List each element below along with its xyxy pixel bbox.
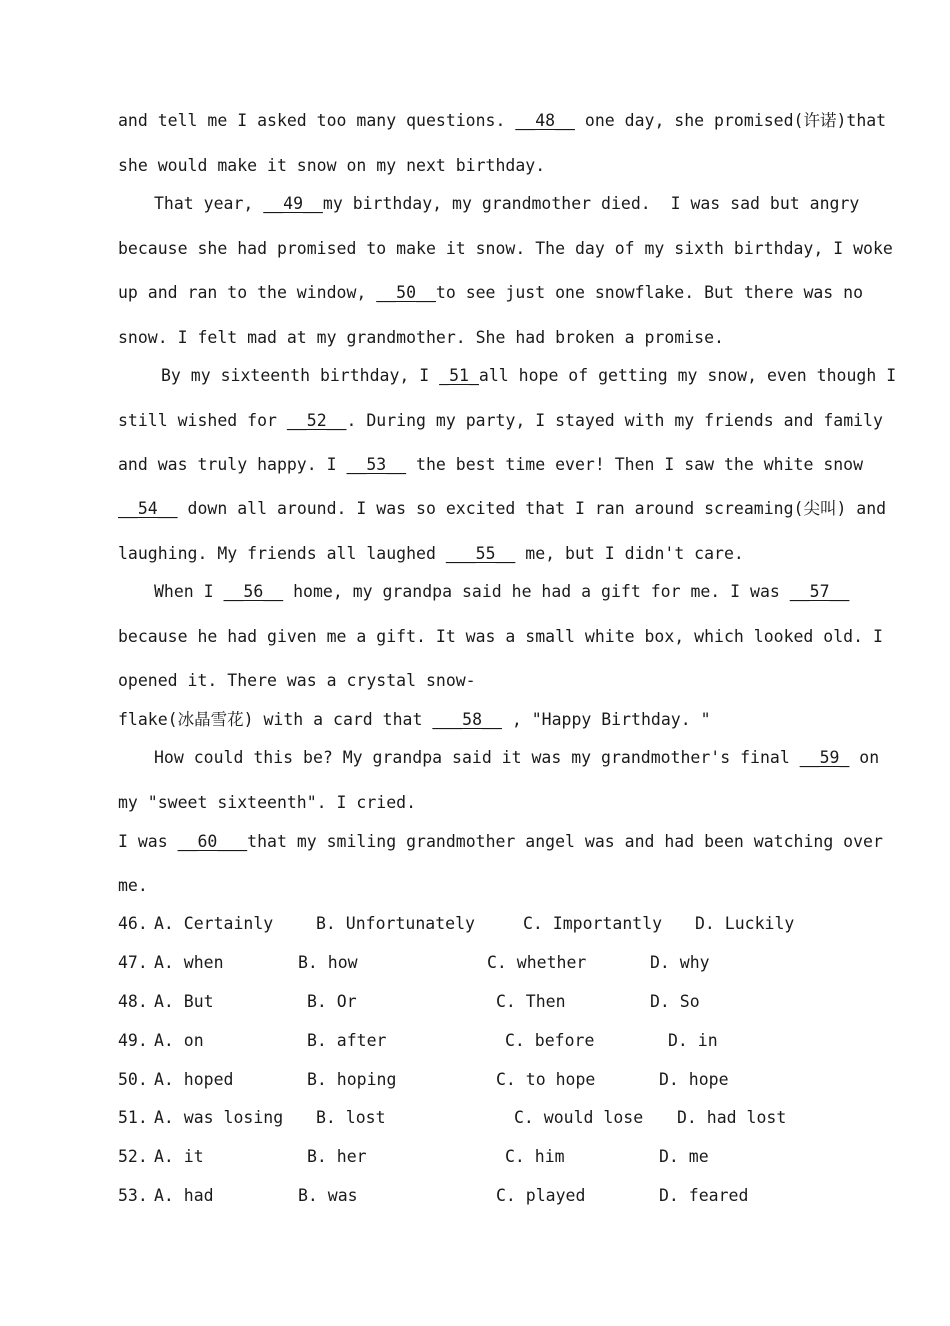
option-b: B. Or [307,992,357,1011]
option-b: B. hoping [307,1070,397,1089]
option-d: D. had lost [677,1108,787,1127]
blank-53: __53__ [346,455,407,474]
option-d: D. me [659,1147,709,1166]
passage-line: up and ran to the window, __50__to see just one snowflake. But there was no [118,283,864,302]
option-a: A. But [154,992,214,1011]
option-a: A. Certainly [154,914,274,933]
option-row-46 [118,914,795,934]
option-d: D. feared [659,1186,749,1205]
option-row-53 [118,1186,749,1206]
option-d: D. in [668,1031,718,1050]
option-c: C. Importantly [523,914,663,933]
option-c: C. him [505,1147,565,1166]
blank-51: _51_ [439,366,479,385]
passage-line: because he had given me a gift. It was a small white box, which looked old. I [118,627,883,646]
blank-48: __48__ [515,111,575,130]
blank-52: __52__ [286,411,347,430]
passage-line: opened it. There was a crystal snow- [118,671,476,690]
passage-line: and tell me I asked too many questions. __48__ one day, she promised(许诺)that [118,111,887,130]
option-row-51 [118,1108,787,1128]
passage-line: snow. I felt mad at my grandmother. She had broken a promise. [118,328,724,347]
question-number: 52. [118,1147,148,1166]
question-number: 50. [118,1070,148,1089]
option-row-47 [118,953,710,973]
blank-58: ___58__ [432,710,502,729]
option-c: C. to hope [496,1070,596,1089]
passage-line: flake(冰晶雪花) with a card that ___58__ , "Happy Birthday. " [118,710,711,729]
option-a: A. on [154,1031,204,1050]
passage-line: __54__ down all around. I was so excited that I ran around screaming(尖叫) and [118,499,887,518]
option-b: B. was [298,1186,358,1205]
passage-line: That year, __49__my birthday, my grandmother died. I was sad but angry [154,194,860,213]
option-c: C. whether [487,953,587,972]
passage-line: and was truly happy. I __53__ the best time ever! Then I saw the white snow [118,455,864,474]
option-row-52 [118,1147,709,1167]
option-b: B. her [307,1147,367,1166]
option-c: C. before [505,1031,595,1050]
option-a: A. hoped [154,1070,234,1089]
option-d: D. why [650,953,710,972]
passage-line: How could this be? My grandpa said it was my grandmother's final __59_ on [154,748,880,767]
question-number: 53. [118,1186,148,1205]
blank-54: __54__ [118,499,178,518]
option-c: C. Then [496,992,566,1011]
passage-line: I was __60___that my smiling grandmother angel was and had been watching over [118,832,883,851]
blank-60: __60___ [177,832,248,851]
option-c: C. would lose [514,1108,644,1127]
passage-line: she would make it snow on my next birthday. [118,156,546,175]
option-d: D. hope [659,1070,729,1089]
option-b: B. lost [316,1108,386,1127]
option-d: D. Luckily [695,914,795,933]
option-row-48 [118,992,700,1012]
blank-49: __49__ [263,194,323,213]
option-row-49 [118,1031,718,1051]
passage-line: my "sweet sixteenth". I cried. [118,793,417,812]
passage-line: still wished for __52__. During my party, I stayed with my friends and family [118,411,883,430]
option-a: A. when [154,953,224,972]
option-b: B. after [307,1031,387,1050]
passage-line: because she had promised to make it snow. The day of my sixth birthday, I woke [118,239,893,258]
option-a: A. was losing [154,1108,284,1127]
question-number: 49. [118,1031,148,1050]
question-number: 51. [118,1108,148,1127]
question-number: 46. [118,914,148,933]
option-b: B. Unfortunately [316,914,475,933]
option-c: C. played [496,1186,586,1205]
blank-57: __57__ [789,582,850,601]
option-b: B. how [298,953,358,972]
option-a: A. had [154,1186,214,1205]
question-number: 47. [118,953,148,972]
passage-line: When I __56__ home, my grandpa said he had a gift for me. I was __57__ [154,582,850,601]
passage-line: By my sixteenth birthday, I _51_all hope of getting my snow, even though I [161,366,897,385]
blank-56: __56__ [223,582,284,601]
option-a: A. it [154,1147,204,1166]
blank-59: __59_ [799,748,850,767]
option-d: D. So [650,992,700,1011]
question-number: 48. [118,992,148,1011]
passage-line: laughing. My friends all laughed ___55__ me, but I didn't care. [118,544,744,563]
blank-55: ___55__ [445,544,516,563]
option-row-50 [118,1070,729,1090]
blank-50: __50__ [376,283,436,302]
passage-line: me. [118,876,148,895]
